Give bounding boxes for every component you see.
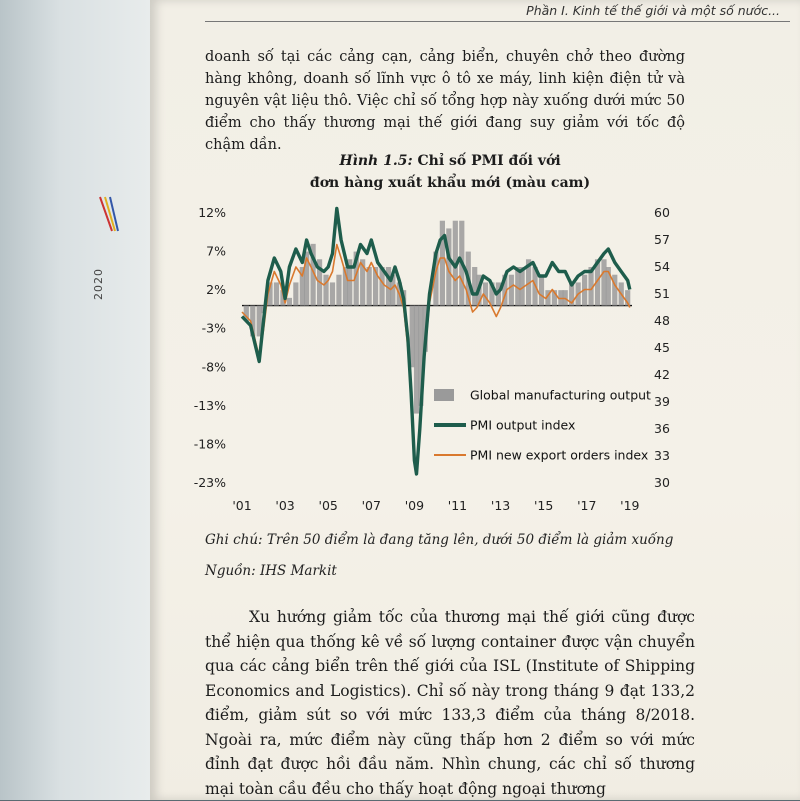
legend-swatch-output xyxy=(434,389,454,401)
x-axis-tick-label: '19 xyxy=(620,498,640,513)
output-bar xyxy=(440,221,445,306)
output-bar xyxy=(323,275,328,306)
running-header xyxy=(150,0,800,22)
header-text: Phần I. Kinh tế thế giới và một số nước... xyxy=(526,3,780,18)
x-axis-tick-label: '11 xyxy=(447,498,468,513)
paragraph-1: doanh số tại các cảng cạn, cảng biển, chuyên chở theo đường hàng không, doanh số lĩnh vực ô tô xe máy, linh kiện điện tử và nguyên vật liệu thô. Việc chỉ số tổng hợp này xuống dưới mức 50 điểm cho thấy thương mại thế giới đang suy giảm với tốc độ chậm dần. xyxy=(205,49,685,153)
figure-title-line1: Chỉ số PMI đối với xyxy=(417,153,561,169)
paragraph-2-text: Xu hướng giảm tốc của thương mại thế giới cũng được thể hiện qua thống kê về số lượng container được vận chuyển qua các cảng biển trên thế giới của ISL (Institute of Shipping Economics and Logistics). Chỉ số này trong tháng 9 đạt 133,2 điểm, giảm sút so với mức 133,3 điểm của tháng 8/2018. Ngoài ra, mức điểm này cũng thấp hơn 2 điểm so với mức đỉnh đạt được hồi đầu năm. Nhìn chung, các chỉ số thương mại toàn cầu đều cho thấy hoạt động ngoại thương xyxy=(205,608,695,798)
output-bar xyxy=(367,267,372,306)
legend-label: Global manufacturing output xyxy=(470,387,651,403)
output-bar xyxy=(509,275,514,306)
left-axis-tick-label: -23% xyxy=(193,475,226,490)
right-axis-tick-label: 39 xyxy=(654,394,670,409)
left-axis-tick-label: -3% xyxy=(201,320,226,336)
x-axis-tick-label: '09 xyxy=(404,498,425,513)
right-axis-tick-label: 48 xyxy=(654,313,670,328)
x-axis-tick-label: '17 xyxy=(577,498,597,513)
right-axis-tick-label: 57 xyxy=(654,232,670,247)
x-axis-tick-label: '13 xyxy=(490,498,511,513)
figure-label: Hình 1.5: xyxy=(339,153,413,169)
x-axis-tick-label: '15 xyxy=(533,498,554,513)
right-axis-tick-label: 54 xyxy=(654,259,670,274)
pmi-chart xyxy=(184,198,704,528)
output-bar xyxy=(336,275,341,306)
header-rule xyxy=(205,21,790,22)
book-page xyxy=(150,0,800,800)
right-axis-tick-label: 45 xyxy=(654,340,670,355)
pmi-output-line xyxy=(242,209,630,475)
right-axis-tick-label: 42 xyxy=(654,367,670,382)
x-axis-tick-label: '01 xyxy=(232,498,252,513)
right-axis-tick-label: 33 xyxy=(654,448,670,463)
output-bar xyxy=(330,282,335,305)
right-axis-tick-label: 51 xyxy=(654,286,670,301)
left-axis-tick-label: 7% xyxy=(206,243,226,259)
left-axis-tick-label: 2% xyxy=(206,282,226,298)
right-axis-tick-label: 36 xyxy=(654,421,670,436)
figure-source: Nguồn: IHS Markit xyxy=(205,563,337,579)
right-axis-tick-label: 60 xyxy=(654,205,670,220)
x-axis-tick-label: '05 xyxy=(318,498,338,513)
spine-color-marks xyxy=(98,195,120,235)
figure-title-line2: đơn hàng xuất khẩu mới (màu cam) xyxy=(309,175,591,191)
x-axis-tick-label: '03 xyxy=(275,498,295,513)
paragraph-2 xyxy=(205,605,695,801)
legend-label: PMI new export orders index xyxy=(470,447,649,463)
output-bar xyxy=(293,282,298,305)
left-axis-tick-label: -13% xyxy=(193,397,226,413)
figure-note: Ghi chú: Trên 50 điểm là đang tăng lên, dưới 50 điểm là giảm xuống xyxy=(205,532,674,548)
output-bar xyxy=(539,275,544,306)
spine-year: 2020 xyxy=(92,268,105,300)
legend-label: PMI output index xyxy=(470,417,576,433)
output-bar xyxy=(274,282,279,305)
figure-title xyxy=(250,150,650,194)
right-axis-tick-label: 30 xyxy=(654,475,670,490)
left-axis-tick-label: 12% xyxy=(198,205,226,220)
book-spine-edge xyxy=(0,0,150,800)
output-bar xyxy=(287,298,292,306)
left-axis-tick-label: -18% xyxy=(193,436,226,452)
x-axis-tick-label: '07 xyxy=(361,498,381,513)
left-axis-tick-label: -8% xyxy=(201,359,226,375)
